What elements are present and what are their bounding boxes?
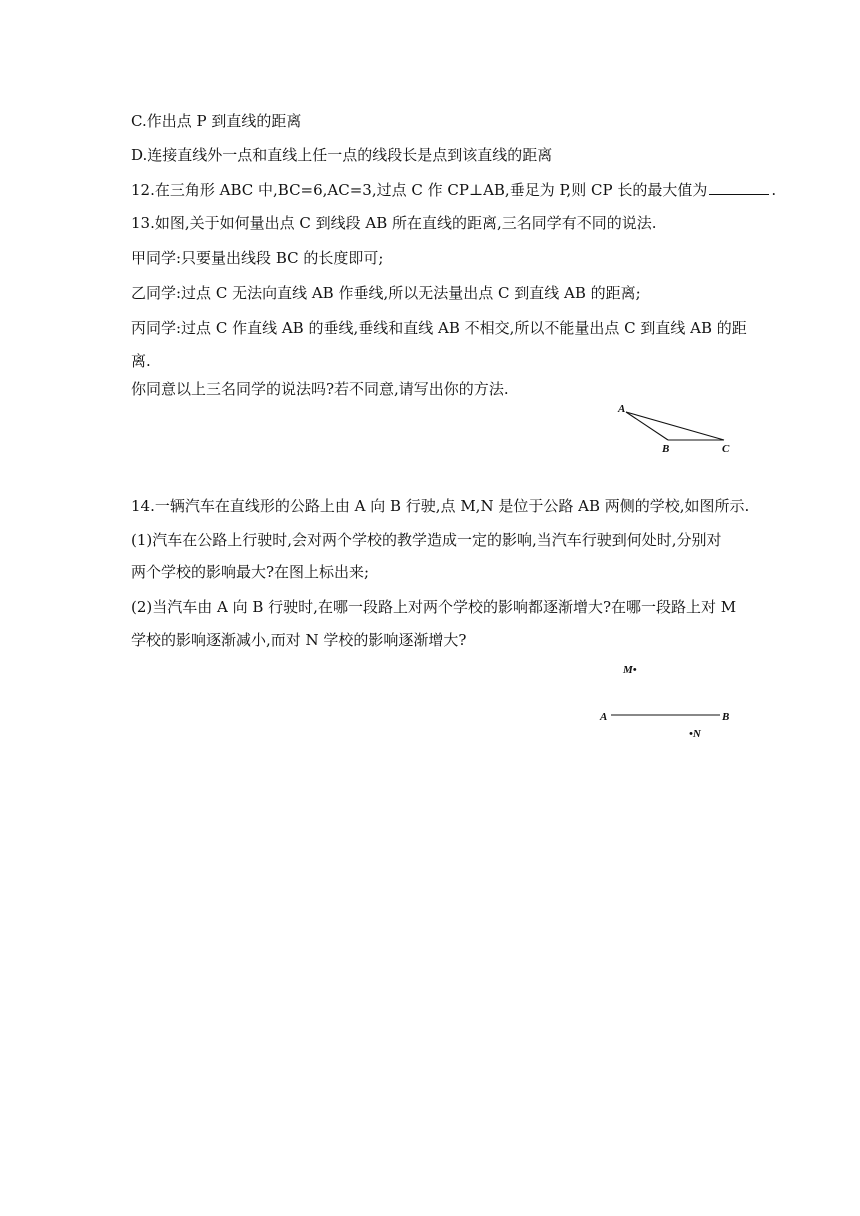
question-14-part2-a: (2)当汽车由 A 向 B 行驶时,在哪一段路上对两个学校的影响都逐渐增大?在哪一段路上对 M bbox=[131, 598, 737, 616]
triangle-figure bbox=[612, 400, 742, 460]
question-12-text: 12.在三角形 ABC 中,BC=6,AC=3,过点 C 作 CP⊥AB,垂足为 P,则 CP 长的最大值为 bbox=[131, 181, 708, 199]
road-a-label: A bbox=[600, 711, 608, 723]
question-12 bbox=[131, 180, 776, 200]
vertex-b-label: B bbox=[662, 443, 670, 455]
vertex-a-label: A bbox=[618, 403, 626, 415]
question-13-jia: 甲同学:只要量出线段 BC 的长度即可; bbox=[131, 249, 384, 267]
school-n-label: •N bbox=[689, 728, 701, 740]
road-b-label: B bbox=[722, 711, 730, 723]
question-13-question: 你同意以上三名同学的说法吗?若不同意,请写出你的方法. bbox=[131, 380, 509, 398]
question-14-part1-b: 两个学校的影响最大?在图上标出来; bbox=[131, 563, 370, 581]
question-12-end: . bbox=[771, 181, 777, 199]
side-ab bbox=[626, 412, 668, 440]
answer-blank bbox=[709, 180, 769, 195]
question-14-part1-a: (1)汽车在公路上行驶时,会对两个学校的教学造成一定的影响,当汽车行驶到何处时,分别对 bbox=[131, 531, 722, 549]
road-figure bbox=[595, 655, 745, 750]
vertex-c-label: C bbox=[722, 443, 730, 455]
side-ac bbox=[626, 412, 724, 440]
question-14-intro: 14.一辆汽车在直线形的公路上由 A 向 B 行驶,点 M,N 是位于公路 AB 两侧的学校,如图所示. bbox=[131, 497, 750, 515]
question-13-intro: 13.如图,关于如何量出点 C 到线段 AB 所在直线的距离,三名同学有不同的说法. bbox=[131, 214, 657, 232]
question-13-bing: 丙同学:过点 C 作直线 AB 的垂线,垂线和直线 AB 不相交,所以不能量出点 C 到直线 AB 的距 bbox=[131, 319, 747, 337]
school-m-label: M• bbox=[623, 664, 637, 676]
question-14-part2-b: 学校的影响逐渐减小,而对 N 学校的影响逐渐增大? bbox=[131, 631, 467, 649]
line-option-d: D.连接直线外一点和直线上任一点的线段长是点到该直线的距离 bbox=[131, 146, 553, 164]
question-13-yi: 乙同学:过点 C 无法向直线 AB 作垂线,所以无法量出点 C 到直线 AB 的距离; bbox=[131, 284, 641, 302]
question-13-bing-cont: 离. bbox=[131, 352, 151, 370]
line-option-c: C.作出点 P 到直线的距离 bbox=[131, 112, 302, 130]
